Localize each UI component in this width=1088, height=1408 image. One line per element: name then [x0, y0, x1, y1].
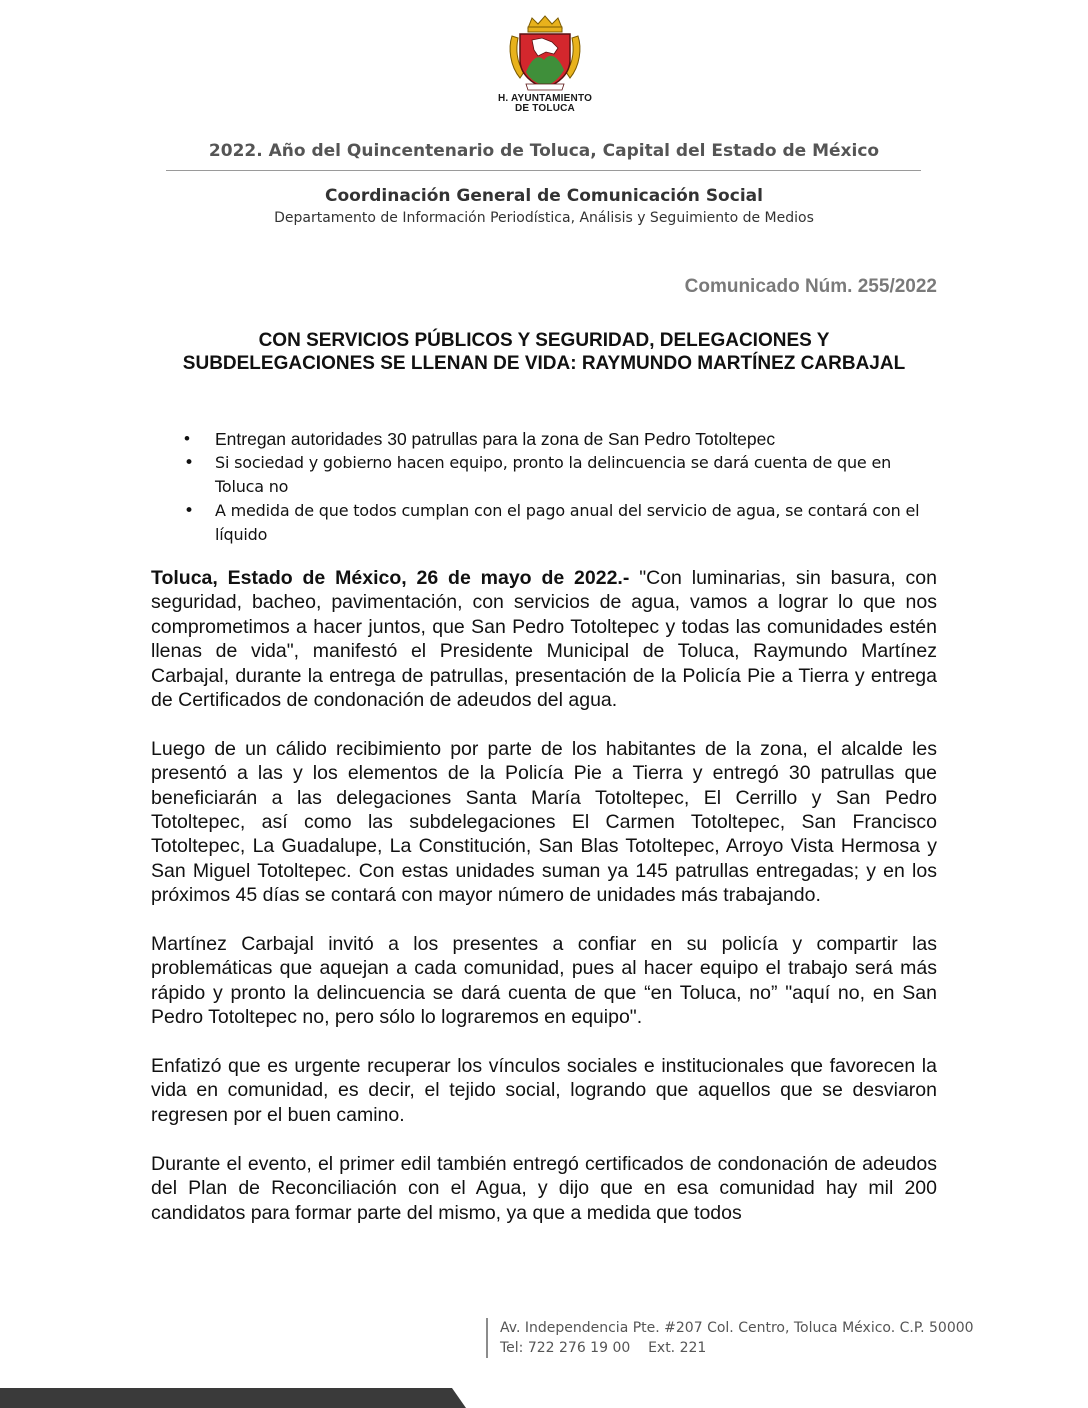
footer-phone: Tel: 722 276 19 00 Ext. 221 [500, 1340, 707, 1356]
comunicado-number: Comunicado Núm. 255/2022 [684, 276, 937, 297]
coordination-title: Coordinación General de Comunicación Social [325, 186, 763, 206]
footer-address: Av. Independencia Pte. #207 Col. Centro, Toluca México. C.P. 50000 [500, 1320, 974, 1336]
paragraph-3: Martínez Carbajal invitó a los presentes a confiar en su policía y compartir las problemáticas que aquejan a cada comunidad, pues al hacer equipo el trabajo será más rápido y pronto la delincuencia se dará cuenta de que “en Toluca, no” "aquí no, en San Pedro Totoltepec no, pero sólo lo lograremos en equipo". [151, 933, 937, 1029]
bullet-dot-icon: • [184, 429, 190, 448]
year-motto: 2022. Año del Quincentenario de Toluca, Capital del Estado de México [208, 141, 880, 161]
article-body [151, 566, 937, 1249]
toluca-coat-of-arms-icon [506, 14, 584, 94]
dateline: Toluca, Estado de México, 26 de mayo de 2022.- [151, 567, 630, 589]
bullet-dot-icon: • [184, 453, 194, 473]
paragraph-2: Luego de un cálido recibimiento por parte de los habitantes de la zona, el alcalde les presentó a las y los elementos de la Policía Pie a Tierra y entregó 30 patrullas que beneficiarán a las delegaciones Santa María Totoltepec, El Cerrillo y San Pedro Totoltepec, así como las subdelegaciones El Carmen Totoltepec, San Francisco Totoltepec, La Guadalupe, La Constitución, San Blas Totoltepec, Arroyo Vista Hermosa y San Miguel Totoltepec. Con estas unidades suman ya 145 patrullas entregadas; y en los próximos 45 días se contará con mayor número de unidades más trabajando. [151, 737, 937, 907]
logo-text-line1: H. AYUNTAMIENTO [497, 93, 593, 104]
bullet-text: Si sociedad y gobierno hacen equipo, pronto la delincuencia se dará cuenta de que en Toluca no [215, 453, 892, 496]
headline: CON SERVICIOS PÚBLICOS Y SEGURIDAD, DELEGACIONES Y SUBDELEGACIONES SE LLENAN DE VIDA: RAYMUNDO MARTÍNEZ CARBAJAL [182, 330, 906, 374]
bullet-list [184, 427, 924, 547]
header-divider [166, 170, 921, 171]
paragraph-1 [151, 566, 937, 712]
logo [490, 14, 600, 114]
paragraph-1-text: "Con luminarias, sin basura, con seguridad, bacheo, pavimentación, con servicios de agua, vamos a lograr lo que nos comprometimos a hacer juntos, que San Pedro Totoltepec y todas las comunidades estén llenas de vida", manifestó el Presidente Municipal de Toluca, Raymundo Martínez Carbajal, durante la entrega de patrullas, presentación de la Policía Pie a Tierra y entrega de Certificados de condonación de adeudos del agua. [151, 567, 937, 712]
paragraph-4: Enfatizó que es urgente recuperar los vínculos sociales e institucionales que favorecen la vida en comunidad, es decir, el tejido social, logrando que aquellos que se desviaron regresen por el buen camino. [151, 1055, 937, 1126]
bullet-item [184, 451, 924, 499]
department-title: Departamento de Información Periodística, Análisis y Seguimiento de Medios [274, 210, 814, 226]
bullet-item [184, 427, 924, 451]
bullet-text: Entregan autoridades 30 patrullas para la zona de San Pedro Totoltepec [215, 429, 776, 449]
footer-bar [0, 1388, 466, 1408]
bullet-item [184, 499, 924, 547]
footer-address-block [486, 1318, 974, 1358]
bullet-text: A medida de que todos cumplan con el pago anual del servicio de agua, se contará con el líquido [215, 501, 920, 544]
bullet-dot-icon: • [184, 501, 194, 521]
logo-text-line2: DE TOLUCA [515, 103, 575, 114]
paragraph-5: Durante el evento, el primer edil también entregó certificados de condonación de adeudos del Plan de Reconciliación con el Agua, y dijo que en esa comunidad hay mil 200 candidatos para formar parte del mismo, ya que a medida que todos [151, 1152, 937, 1224]
